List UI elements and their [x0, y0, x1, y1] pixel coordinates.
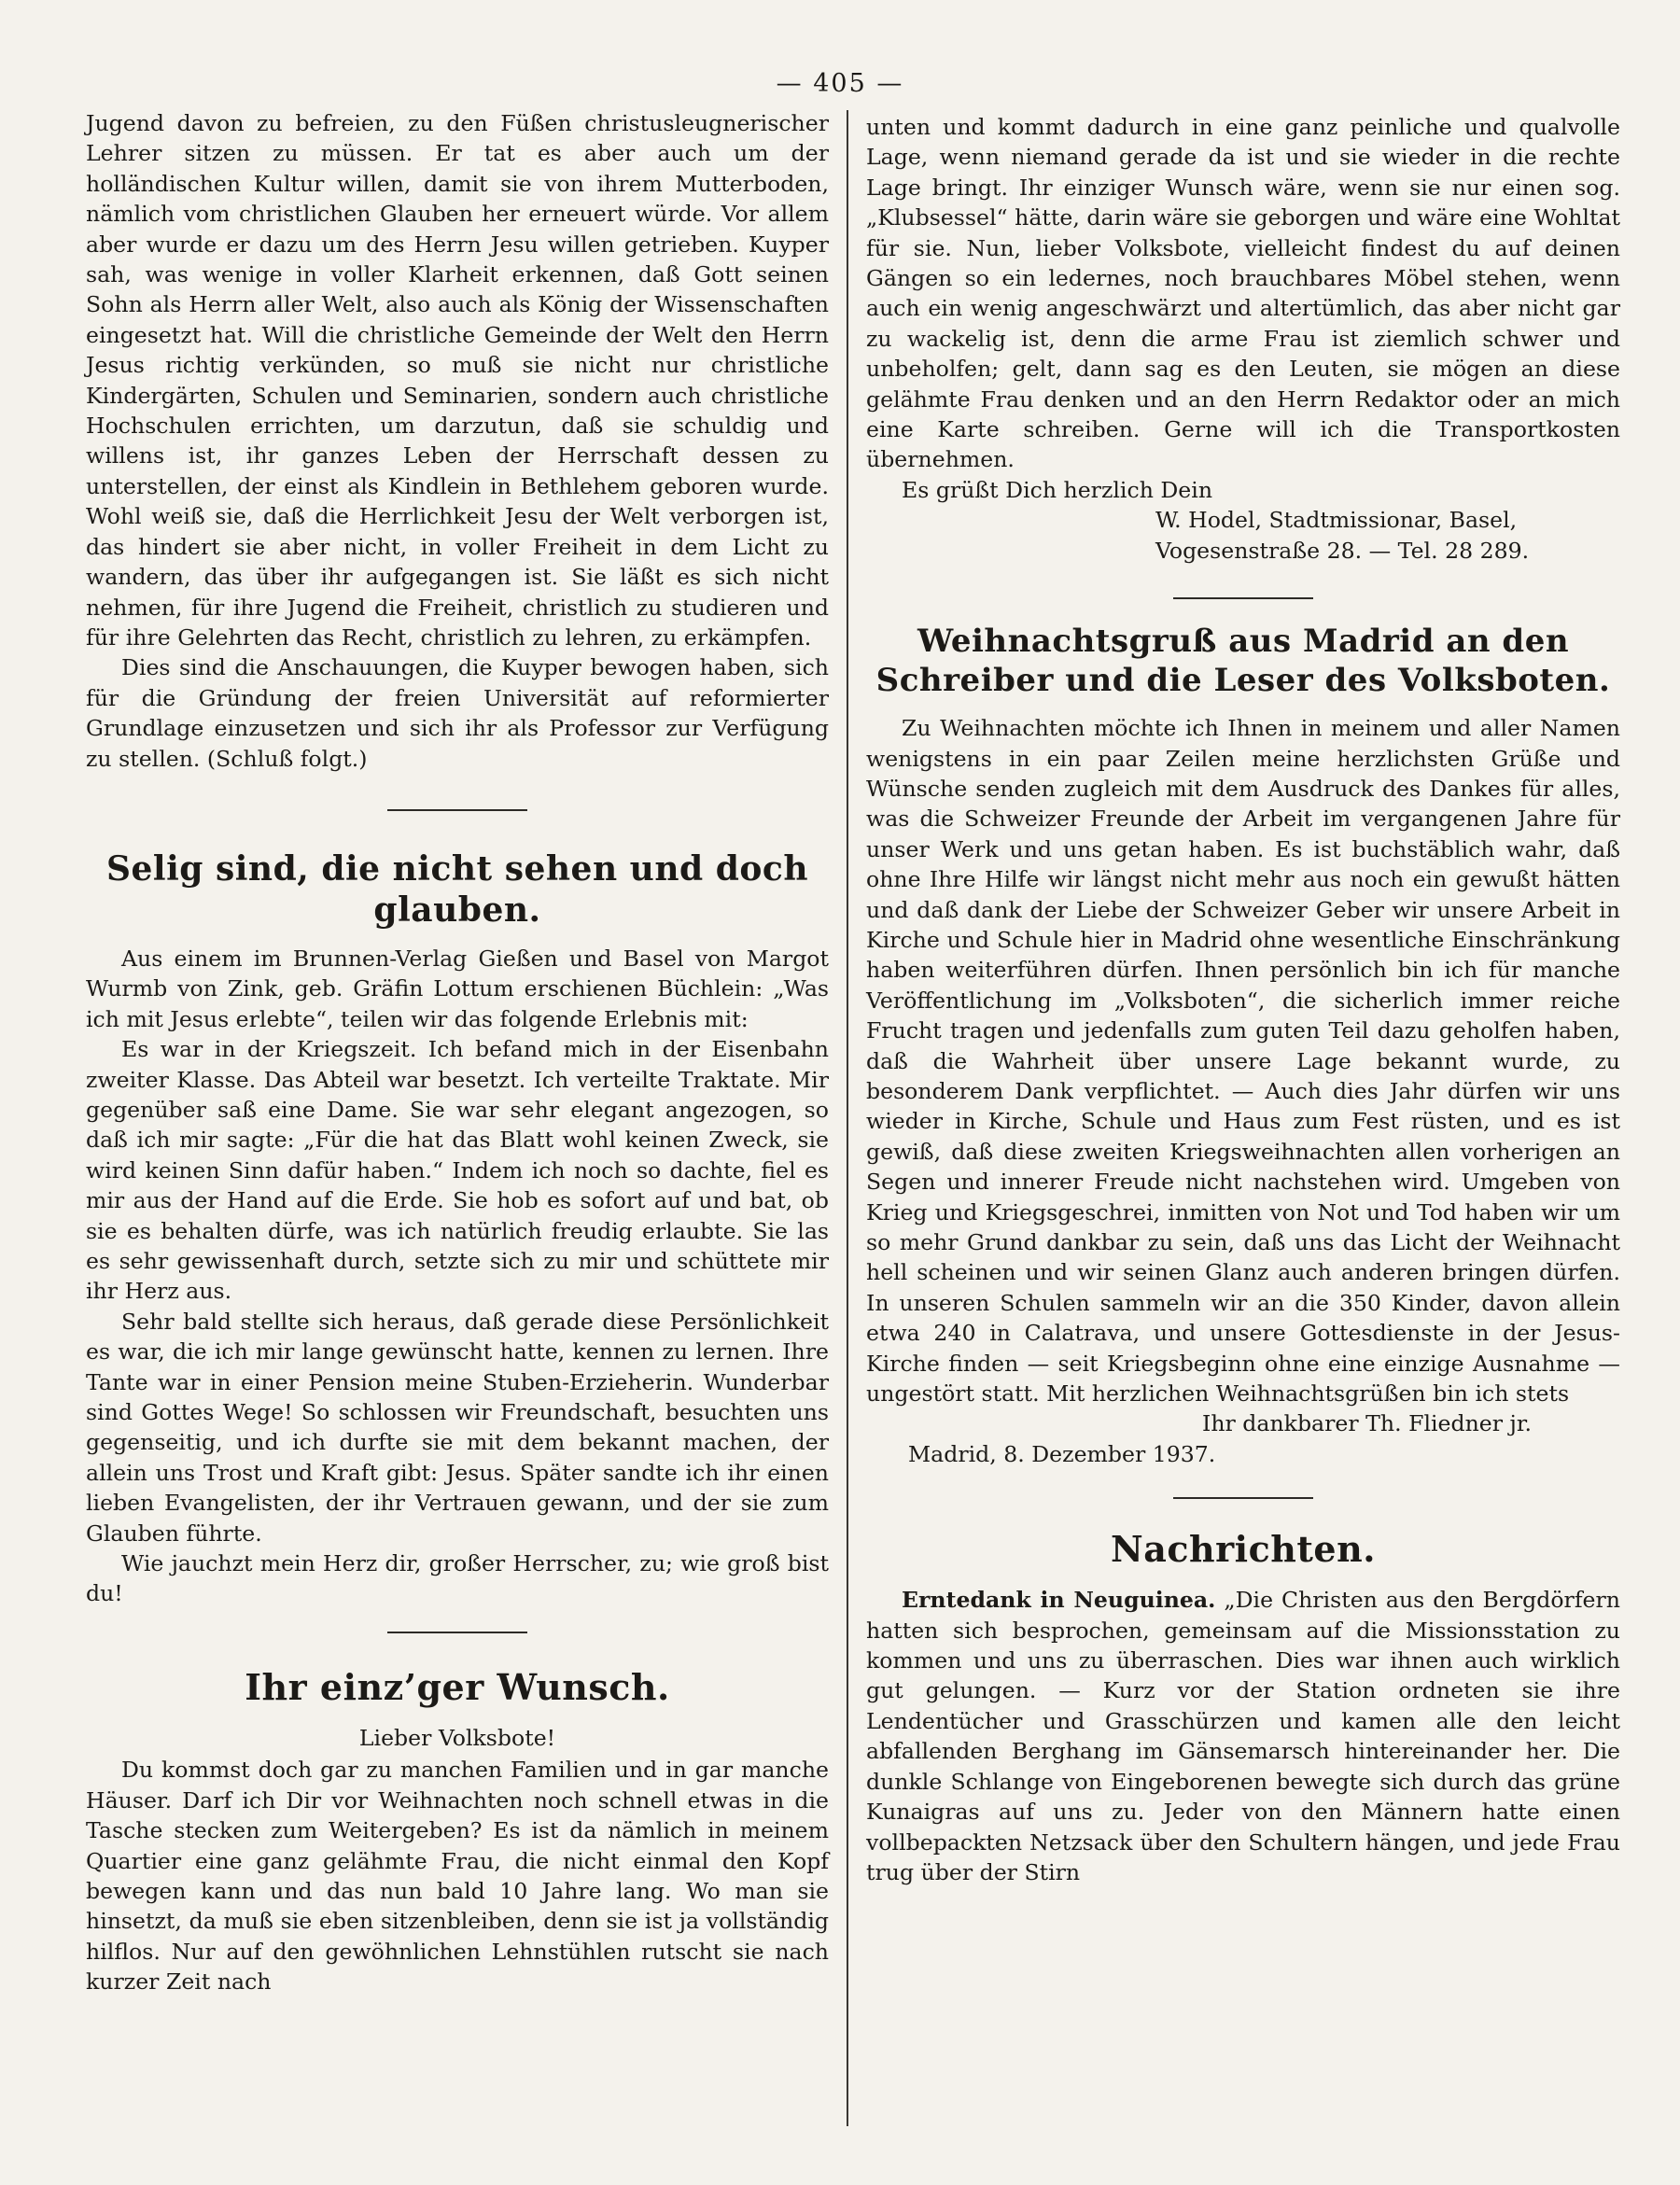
- section-title-madrid: Weihnachtsgruß aus Madrid an den Schreiber und die Leser des Volksboten.: [875, 623, 1611, 700]
- section-title-nachrichten: Nachrichten.: [1111, 1528, 1376, 1571]
- section1-paragraph-2: Es war in der Kriegszeit. Ich befand mich in der Eisenbahn zweiter Klasse. Das Abteil war besetzt. Ich verteilte Traktate. Mir gegenüber saß eine Dame. Sie war sehr elegant angezogen, so daß ich mir sagte: „Für die hat das Blatt wohl keinen Zweck, sie wird keinen Sinn dafür haben.“ Indem ich noch so dachte, fiel es mir aus der Hand auf die Erde. Sie hob es sofort auf und bat, ob sie es behalten dürfe, was ich natürlich freudig erlaubte. Sie las es sehr gewissenhaft durch, setzte sich zu mir und schüttete mir ihr Herz aus.: [86, 1036, 829, 1305]
- section-separator: [387, 1632, 527, 1633]
- news-text: „Die Christen aus den Bergdörfern hatten sich besprochen, gemeinsam auf die Missionsstation zu kommen und uns zu überraschen. Dies war ihnen auch wirklich gut gelungen. — Kurz vor der Station ordneten sie ihre Lendentücher und Grasschürzen und kamen alle den leicht abfallenden Berghang im Gänsemarsch hintereinander her. Die dunkle Schlange von Eingeborenen bewegte sich durch das grüne Kunaigras auf uns zu. Jeder von den Männern hatte einen vollbepackten Netzsack über den Schultern hängen, und jede Frau trug über der Stirn: [866, 1587, 1620, 1885]
- signature-line-1: W. Hodel, Stadtmissionar, Basel,: [1155, 507, 1518, 534]
- right-column: [866, 112, 1620, 1887]
- section-title-wunsch: Ihr einz’ger Wunsch.: [245, 1665, 670, 1708]
- intro-paragraph-2: Dies sind die Anschauungen, die Kuyper bewogen haben, sich für die Gründung der freien Universität auf reformierter Grundlage einzusetzen und sich ihr als Professor zur Verfügung zu stellen. (Schluß folgt.): [86, 654, 829, 772]
- section-separator: [1173, 597, 1313, 599]
- section-separator: [387, 809, 527, 811]
- signature-line-2: Vogesenstraße 28. — Tel. 28 289.: [1155, 537, 1530, 564]
- page-number: — 405 —: [776, 69, 904, 98]
- column-divider: [847, 110, 848, 2126]
- section1-paragraph-3: Sehr bald stellte sich heraus, daß gerade diese Persönlichkeit es war, die ich mir lange gewünscht hatte, kennen zu lernen. Ihre Tante war in einer Pension meine Stuben-Erzieherin. Wunderbar sind Gottes Wege! So schlossen wir Freundschaft, besuchten uns gegenseitig, und ich durfte sie mit dem bekannt machen, der allein uns Trost und Kraft gibt: Jesus. Später sandte ich ihr einen lieben Evangelisten, der ihr Vertrauen gewann, und der sie zum Glauben führte.: [86, 1308, 829, 1547]
- news-label: Erntedank in Neuguinea.: [902, 1587, 1216, 1614]
- section3-paragraph-1: Zu Weihnachten möchte ich Ihnen in meinem und aller Namen wenigstens in ein paar Zeilen meine herzlichsten Grüße und Wünsche senden zugleich mit dem Ausdruck des Dankes für alles, was die Schweizer Freunde der Arbeit im vergangenen Jahre für unser Werk und uns getan haben. Es ist buchstäblich wahr, daß ohne Ihre Hilfe wir längst nicht mehr aus noch ein gewußt hätten und daß dank der Liebe der Schweizer Geber wir unsere Arbeit in Kirche und Schule hier in Madrid ohne wesentliche Einschränkung haben weiterführen dürfen. Ihnen persönlich bin ich für manche Veröffentlichung im „Volksboten“, die sicherlich immer reiche Frucht tragen und jedenfalls zum guten Teil dazu geholfen haben, daß die Wahrheit über unsere Lage bekannt wurde, zu besonderem Dank verpflichtet. — Auch dies Jahr dürfen wir uns wieder in Kirche, Schule und Haus zum Fest rüsten, und es ist gewiß, daß diese zweiten Kriegsweihnachten allen vorherigen an Segen und innerer Freude nicht nachstehen wird. Umgeben von Krieg und Kriegsgeschrei, inmitten von Not und Tod haben wir um so mehr Grund dankbar zu sein, daß uns das Licht der Weihnacht hell scheinen und wir seinen Glanz auch anderen bringen dürfen. In unseren Schulen sammeln wir an die 350 Kinder, davon allein etwa 240 in Calatrava, und unsere Gottesdienste in der Jesus-Kirche finden — seit Kriegsbeginn ohne eine einzige Ausnahme — ungestört statt. Mit herzlichen Weihnachtsgrüßen bin ich stets: [866, 715, 1620, 1408]
- greeting-line: Es grüßt Dich herzlich Dein: [902, 476, 1213, 503]
- section1-paragraph-1: Aus einem im Brunnen-Verlag Gießen und Basel von Margot Wurmb von Zink, geb. Gräfin Lottum erschienen Büchlein: „Was ich mit Jesus erlebte“, teilen wir das folgende Erlebnis mit:: [86, 945, 829, 1032]
- section-separator: [1173, 1497, 1313, 1499]
- section2-paragraph-1: Du kommst doch gar zu manchen Familien und in gar manche Häuser. Darf ich Dir vor Weihnachten noch schnell etwas in die Tasche stecken zum Weitergeben? Es ist da nämlich in meinem Quartier eine ganz gelähmte Frau, die nicht einmal den Kopf bewegen kann und das nun bald 10 Jahre lang. Wo man sie hinsetzt, da muß sie eben sitzenbleiben, denn sie ist ja vollständig hilflos. Nur auf den gewöhnlichen Lehnstühlen rutscht sie nach kurzer Zeit nach: [86, 1757, 829, 1996]
- salutation: Lieber Volksbote!: [358, 1724, 556, 1751]
- section-title-selig: Selig sind, die nicht sehen und doch glauben.: [106, 848, 808, 930]
- continued-paragraph: unten und kommt dadurch in eine ganz peinliche und qualvolle Lage, wenn niemand gerade da ist und sie wieder in die rechte Lage bringt. Ihr einziger Wunsch wäre, wenn sie nur einen sog. „Klubsessel“ hätte, darin wäre sie geborgen und wäre eine Wohltat für sie. Nun, lieber Volksbote, vielleicht findest du auf deinen Gängen so ein ledernes, noch brauchbares Möbel stehen, wenn auch ein wenig angeschwärzt und altertümlich, das aber nicht gar zu wackelig ist, denn die arme Frau ist ziemlich schwer und unbeholfen; gelt, dann sag es den Leuten, sie mögen an diese gelähmte Frau denken und an den Herrn Redaktor oder an mich eine Karte schreiben. Gerne will ich die Transportkosten übernehmen.: [866, 114, 1620, 473]
- signature-line-3: Ihr dankbarer Th. Fliedner jr.: [1202, 1410, 1533, 1437]
- section1-paragraph-4: Wie jauchzt mein Herz dir, großer Herrscher, zu; wie groß bist du!: [86, 1550, 829, 1607]
- news-paragraph: [866, 1585, 1620, 1887]
- left-column: [86, 108, 829, 1997]
- intro-paragraph: Jugend davon zu befreien, zu den Füßen christusleugnerischer Lehrer sitzen zu müssen. Er tat es aber auch um der holländischen Kultur willen, damit sie von ihrem Mutterboden, nämlich vom christlichen Glauben her erneuert würde. Vor allem aber wurde er dazu um des Herrn Jesu willen getrieben. Kuyper sah, was wenige in voller Klarheit erkennen, daß Gott seinen Sohn als Herrn aller Welt, also auch als König der Wissenschaften eingesetzt hat. Will die christliche Gemeinde der Welt den Herrn Jesus richtig verkünden, so muß sie nicht nur christliche Kindergärten, Schulen und Seminarien, sondern auch christliche Hochschulen errichten, um darzutun, daß sie schuldig und willens ist, ihr ganzes Leben der Herrschaft dessen zu unterstellen, der einst als Kindlein in Bethlehem geboren wurde. Wohl weiß sie, daß die Herrlichkeit Jesu der Welt verborgen ist, das hindert sie aber nicht, in voller Freiheit in dem Licht zu wandern, das über ihr aufgegangen ist. Sie läßt es sich nicht nehmen, für ihre Jugend die Freiheit, christlich zu studieren und für ihre Gelehrten das Recht, christlich zu lehren, zu erkämpfen.: [86, 110, 829, 651]
- date-line: Madrid, 8. Dezember 1937.: [908, 1440, 1216, 1467]
